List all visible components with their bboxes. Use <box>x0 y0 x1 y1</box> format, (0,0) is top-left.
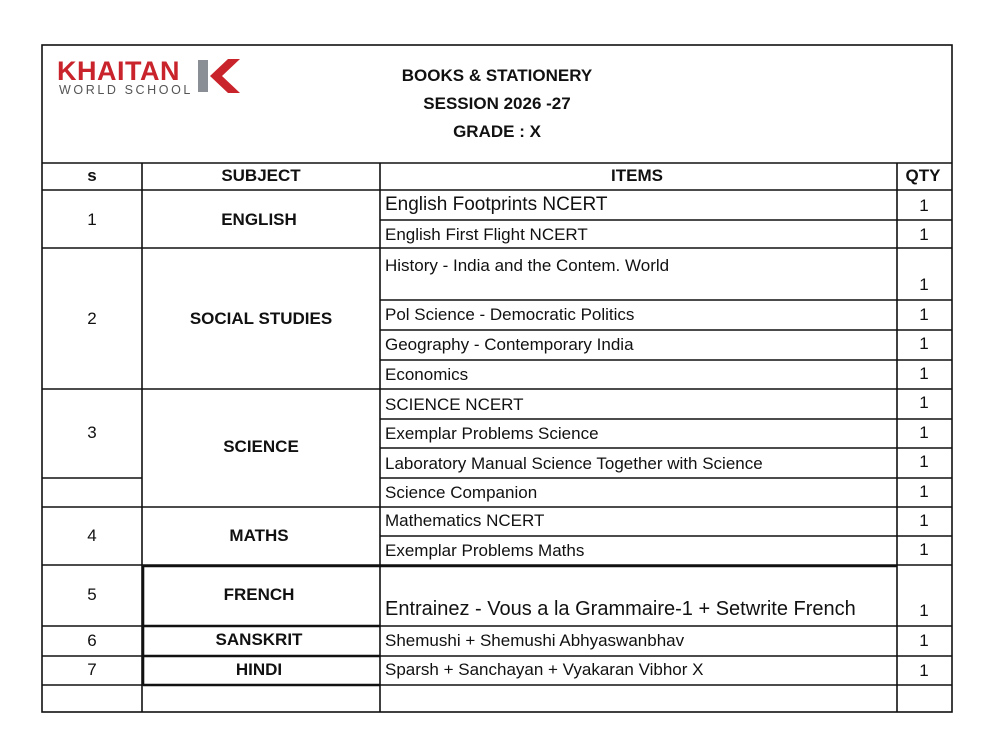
qty-cell: 1 <box>919 631 929 650</box>
item-cell: Exemplar Problems Science <box>385 424 599 443</box>
qty-cell: 1 <box>919 305 929 324</box>
sno-cell: 3 <box>87 423 97 442</box>
item-cell: Sparsh + Sanchayan + Vyakaran Vibhor X <box>385 660 704 679</box>
school-logo-wordmark: KHAITAN <box>57 56 180 86</box>
school-logo-k-icon <box>198 57 242 95</box>
qty-cell: 1 <box>919 275 929 294</box>
sno-cell: 4 <box>87 526 97 545</box>
item-cell: SCIENCE NCERT <box>385 395 524 414</box>
item-cell: Geography - Contemporary India <box>385 335 634 354</box>
header-grade: GRADE : X <box>453 122 541 141</box>
qty-cell: 1 <box>919 511 929 530</box>
subject-cell: SCIENCE <box>223 437 299 456</box>
qty-cell: 1 <box>919 661 929 680</box>
subject-cell: ENGLISH <box>221 210 297 229</box>
qty-cell: 1 <box>919 423 929 442</box>
item-cell: Entrainez - Vous a la Grammaire-1 + Setwrite French <box>385 598 856 620</box>
subject-cell: FRENCH <box>223 585 295 604</box>
school-logo-subtitle: WORLD SCHOOL <box>59 83 193 97</box>
item-cell: English Footprints NCERT <box>385 194 608 215</box>
item-cell: Laboratory Manual Science Together with Science <box>385 454 763 473</box>
qty-cell: 1 <box>919 452 929 471</box>
subject-cell: SOCIAL STUDIES <box>189 309 333 328</box>
item-cell: Science Companion <box>385 483 538 502</box>
subject-cell: HINDI <box>235 660 283 679</box>
col-header-sno: s <box>87 166 97 185</box>
sno-cell: 2 <box>87 309 97 328</box>
item-cell: Pol Science - Democratic Politics <box>385 305 635 324</box>
sno-cell: 1 <box>87 210 97 229</box>
sno-cell: 5 <box>87 585 97 604</box>
sno-cell: 6 <box>87 631 97 650</box>
item-cell: English First Flight NCERT <box>385 225 588 244</box>
qty-cell: 1 <box>919 334 929 353</box>
qty-cell: 1 <box>919 364 929 383</box>
qty-cell: 1 <box>919 196 929 215</box>
header-title: BOOKS & STATIONERY <box>401 66 593 85</box>
header-session: SESSION 2026 -27 <box>423 94 571 113</box>
qty-cell: 1 <box>919 482 929 501</box>
col-header-items: ITEMS <box>611 166 663 185</box>
item-cell: Exemplar Problems Maths <box>385 541 585 560</box>
col-header-subject: SUBJECT <box>221 166 301 185</box>
qty-cell: 1 <box>919 540 929 559</box>
subject-cell: SANSKRIT <box>215 630 303 649</box>
item-cell: History - India and the Contem. World <box>385 256 670 275</box>
qty-cell: 1 <box>919 393 929 412</box>
item-cell: Shemushi + Shemushi Abhyaswanbhav <box>385 631 685 650</box>
qty-cell: 1 <box>919 225 929 244</box>
item-cell: Mathematics NCERT <box>385 511 545 530</box>
col-header-qty: QTY <box>905 166 941 185</box>
qty-cell: 1 <box>919 601 929 620</box>
subject-cell: MATHS <box>229 526 289 545</box>
item-cell: Economics <box>385 365 469 384</box>
sno-cell: 7 <box>87 660 97 679</box>
